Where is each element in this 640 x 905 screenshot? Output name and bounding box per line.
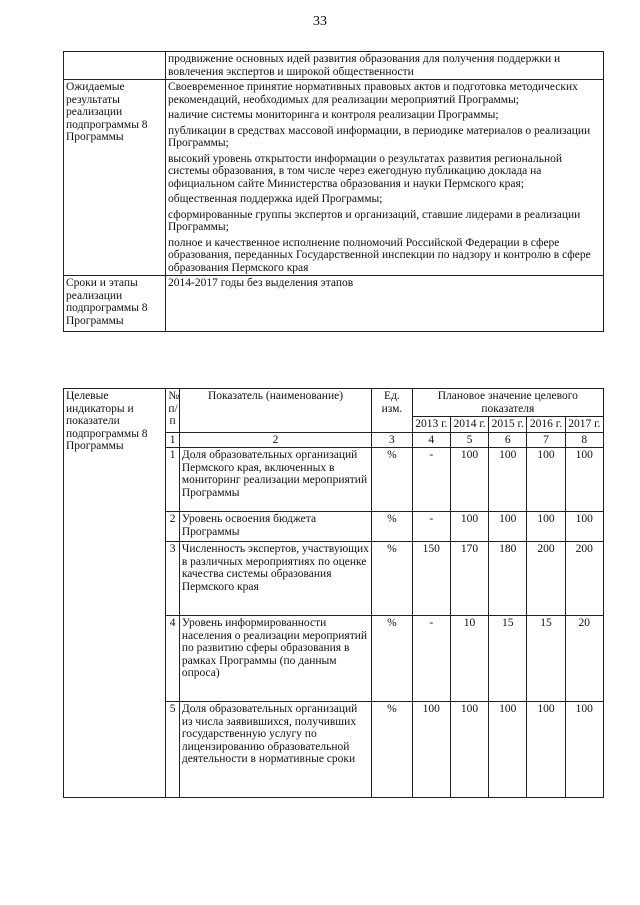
header-no: № п/п	[166, 389, 179, 433]
column-number: 5	[450, 432, 488, 448]
indicator-value: 180	[489, 542, 527, 616]
indicator-value: 15	[489, 616, 527, 702]
terms-label: Сроки и этапы реализации подпрограммы 8 Программы	[64, 276, 166, 332]
expected-result-item: Своевременное принятие нормативных правовых актов и подготовка методических рекомендаций, необходимых для реализации мероприятий Программы;	[168, 81, 578, 106]
continuation-text: продвижение основных идей развития образования для получения поддержки и вовлечения экспертов и широкой общественности	[166, 52, 604, 80]
expected-results-list	[166, 80, 604, 276]
indicator-unit: %	[372, 542, 412, 616]
indicator-value: 100	[489, 448, 527, 512]
indicator-value: 170	[450, 542, 488, 616]
indicator-value: 10	[450, 616, 488, 702]
subprogram-passport-table	[63, 51, 604, 332]
indicator-value: 100	[565, 448, 603, 512]
indicator-value: 150	[412, 542, 450, 616]
row-number: 2	[166, 512, 179, 542]
indicator-value: 100	[450, 448, 488, 512]
indicator-value: 100	[489, 702, 527, 798]
indicator-value: 100	[565, 702, 603, 798]
indicator-name: Уровень освоения бюджета Программы	[179, 512, 371, 542]
row-number: 1	[166, 448, 179, 512]
year-header: 2017 г.	[565, 417, 603, 433]
column-number: 7	[527, 432, 565, 448]
expected-result-item: общественная поддержка идей Программы;	[168, 193, 383, 205]
indicator-value: 100	[450, 512, 488, 542]
indicator-name: Доля образовательных организаций Пермского края, включенных в мониторинг реализации мероприятий Программы	[179, 448, 371, 512]
indicator-unit: %	[372, 448, 412, 512]
indicator-value: -	[412, 448, 450, 512]
header-planned: Плановое значение целевого показателя	[412, 389, 603, 417]
indicator-value: 100	[412, 702, 450, 798]
continuation-row	[64, 52, 604, 80]
expected-result-item: высокий уровень открытости информации о результатах развития региональной системы образования, в том числе через ежегодную публикацию доклада на официальном сайте Министерства образования и науки Пермского края;	[168, 152, 563, 190]
indicator-unit: %	[372, 512, 412, 542]
header-name: Показатель (наименование)	[179, 389, 371, 433]
year-header: 2015 г.	[489, 417, 527, 433]
year-header: 2014 г.	[450, 417, 488, 433]
terms-value: 2014-2017 годы без выделения этапов	[166, 276, 604, 332]
year-header: 2016 г.	[527, 417, 565, 433]
indicator-value: 100	[450, 702, 488, 798]
column-number: 2	[179, 432, 371, 448]
empty-label-cell	[64, 52, 166, 80]
row-number: 3	[166, 542, 179, 616]
indicator-value: 200	[527, 542, 565, 616]
indicator-value: -	[412, 512, 450, 542]
indicator-value: -	[412, 616, 450, 702]
expected-result-item: сформированные группы экспертов и организаций, ставшие лидерами в реализации Программы;	[168, 208, 581, 233]
column-number: 1	[166, 432, 179, 448]
year-header: 2013 г.	[412, 417, 450, 433]
column-number: 3	[372, 432, 412, 448]
indicator-unit: %	[372, 616, 412, 702]
page-number: 33	[313, 14, 327, 29]
indicator-value: 100	[527, 448, 565, 512]
expected-results-label: Ожидаемые результаты реализации подпрограммы 8 Программы	[64, 80, 166, 276]
expected-results-row	[64, 80, 604, 276]
indicator-name: Доля образовательных организаций из числа заявившихся, получивших государственную услугу по лицензированию образовательной деятельности в нормативные сроки	[179, 702, 371, 798]
indicator-value: 100	[527, 702, 565, 798]
indicator-name: Численность экспертов, участвующих в различных мероприятиях по оценке качества системы образования Пермского края	[179, 542, 371, 616]
expected-result-item: публикации в средствах массовой информации, в периодике материалов о реализации Программы;	[168, 124, 591, 149]
indicator-value: 100	[489, 512, 527, 542]
indicator-name: Уровень информированности населения о реализации мероприятий по развитию сферы образования в рамках Программы (по данным опроса)	[179, 616, 371, 702]
indicator-unit: %	[372, 702, 412, 798]
column-number: 6	[489, 432, 527, 448]
header-unit: Ед. изм.	[372, 389, 412, 433]
terms-row	[64, 276, 604, 332]
column-number: 8	[565, 432, 603, 448]
indicators-table	[63, 388, 604, 798]
indicator-value: 15	[527, 616, 565, 702]
expected-result-item: наличие системы мониторинга и контроля реализации Программы;	[168, 109, 499, 121]
expected-result-item: полное и качественное исполнение полномочий Российской Федерации в сфере образования, переданных Государственной инспекции по надзору и контролю в сфере образования Пермского края	[168, 236, 591, 274]
indicator-value: 20	[565, 616, 603, 702]
column-number: 4	[412, 432, 450, 448]
row-number: 4	[166, 616, 179, 702]
row-number: 5	[166, 702, 179, 798]
indicator-value: 100	[527, 512, 565, 542]
indicator-value: 100	[565, 512, 603, 542]
indicators-header-row	[64, 389, 604, 417]
indicators-label: Целевые индикаторы и показатели подпрограммы 8 Программы	[64, 389, 166, 798]
indicator-value: 200	[565, 542, 603, 616]
